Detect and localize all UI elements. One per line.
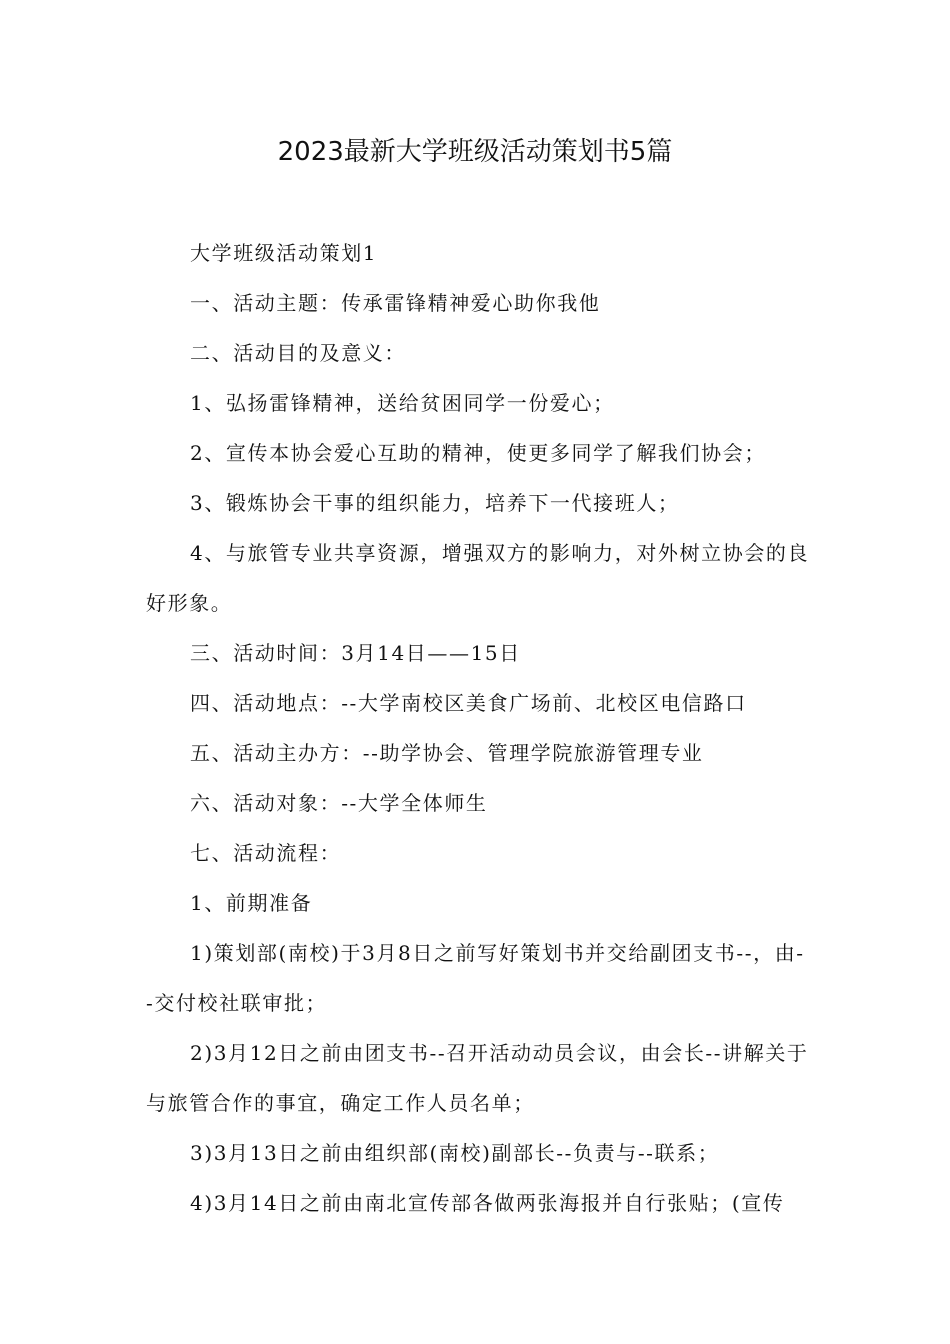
paragraph-purpose-heading: 二、活动目的及意义： [190, 341, 406, 365]
paragraph-purpose-3: 3、锻炼协会干事的组织能力，培养下一代接班人； [190, 491, 680, 515]
document-title: 2023最新大学班级活动策划书5篇 [277, 137, 673, 167]
paragraph-step-2: 2)3月12日之前由团支书--召开活动动员会议，由会长--讲解关于与旅管合作的事宜，确定工作人员名单； [146, 1041, 809, 1115]
paragraph-step-1: 1)策划部(南校)于3月8日之前写好策划书并交给副团支书--，由--交付校社联审批； [146, 941, 805, 1015]
paragraph-organizer: 五、活动主办方：--助学协会、管理学院旅游管理专业 [190, 741, 704, 765]
paragraph-purpose-2: 2、宣传本协会爱心互助的精神，使更多同学了解我们协会； [190, 441, 766, 465]
paragraph-step-3: 3)3月13日之前由组织部(南校)副部长--负责与--联系； [190, 1141, 720, 1165]
document-body [146, 228, 810, 1228]
section-heading: 大学班级活动策划1 [190, 241, 378, 265]
paragraph-location: 四、活动地点：--大学南校区美食广场前、北校区电信路口 [190, 691, 747, 715]
paragraph-audience: 六、活动对象：--大学全体师生 [190, 791, 488, 815]
paragraph-preparation: 1、前期准备 [190, 891, 313, 915]
paragraph-theme: 一、活动主题：传承雷锋精神爱心助你我他 [190, 291, 601, 315]
paragraph-purpose-4: 4、与旅管专业共享资源，增强双方的影响力，对外树立协会的良好形象。 [146, 541, 810, 615]
paragraph-step-4: 4)3月14日之前由南北宣传部各做两张海报并自行张贴；(宣传 [190, 1191, 785, 1215]
paragraph-process-heading: 七、活动流程： [190, 841, 342, 865]
paragraph-purpose-1: 1、弘扬雷锋精神，送给贫困同学一份爱心； [190, 391, 615, 415]
paragraph-time: 三、活动时间：3月14日——15日 [190, 641, 521, 665]
